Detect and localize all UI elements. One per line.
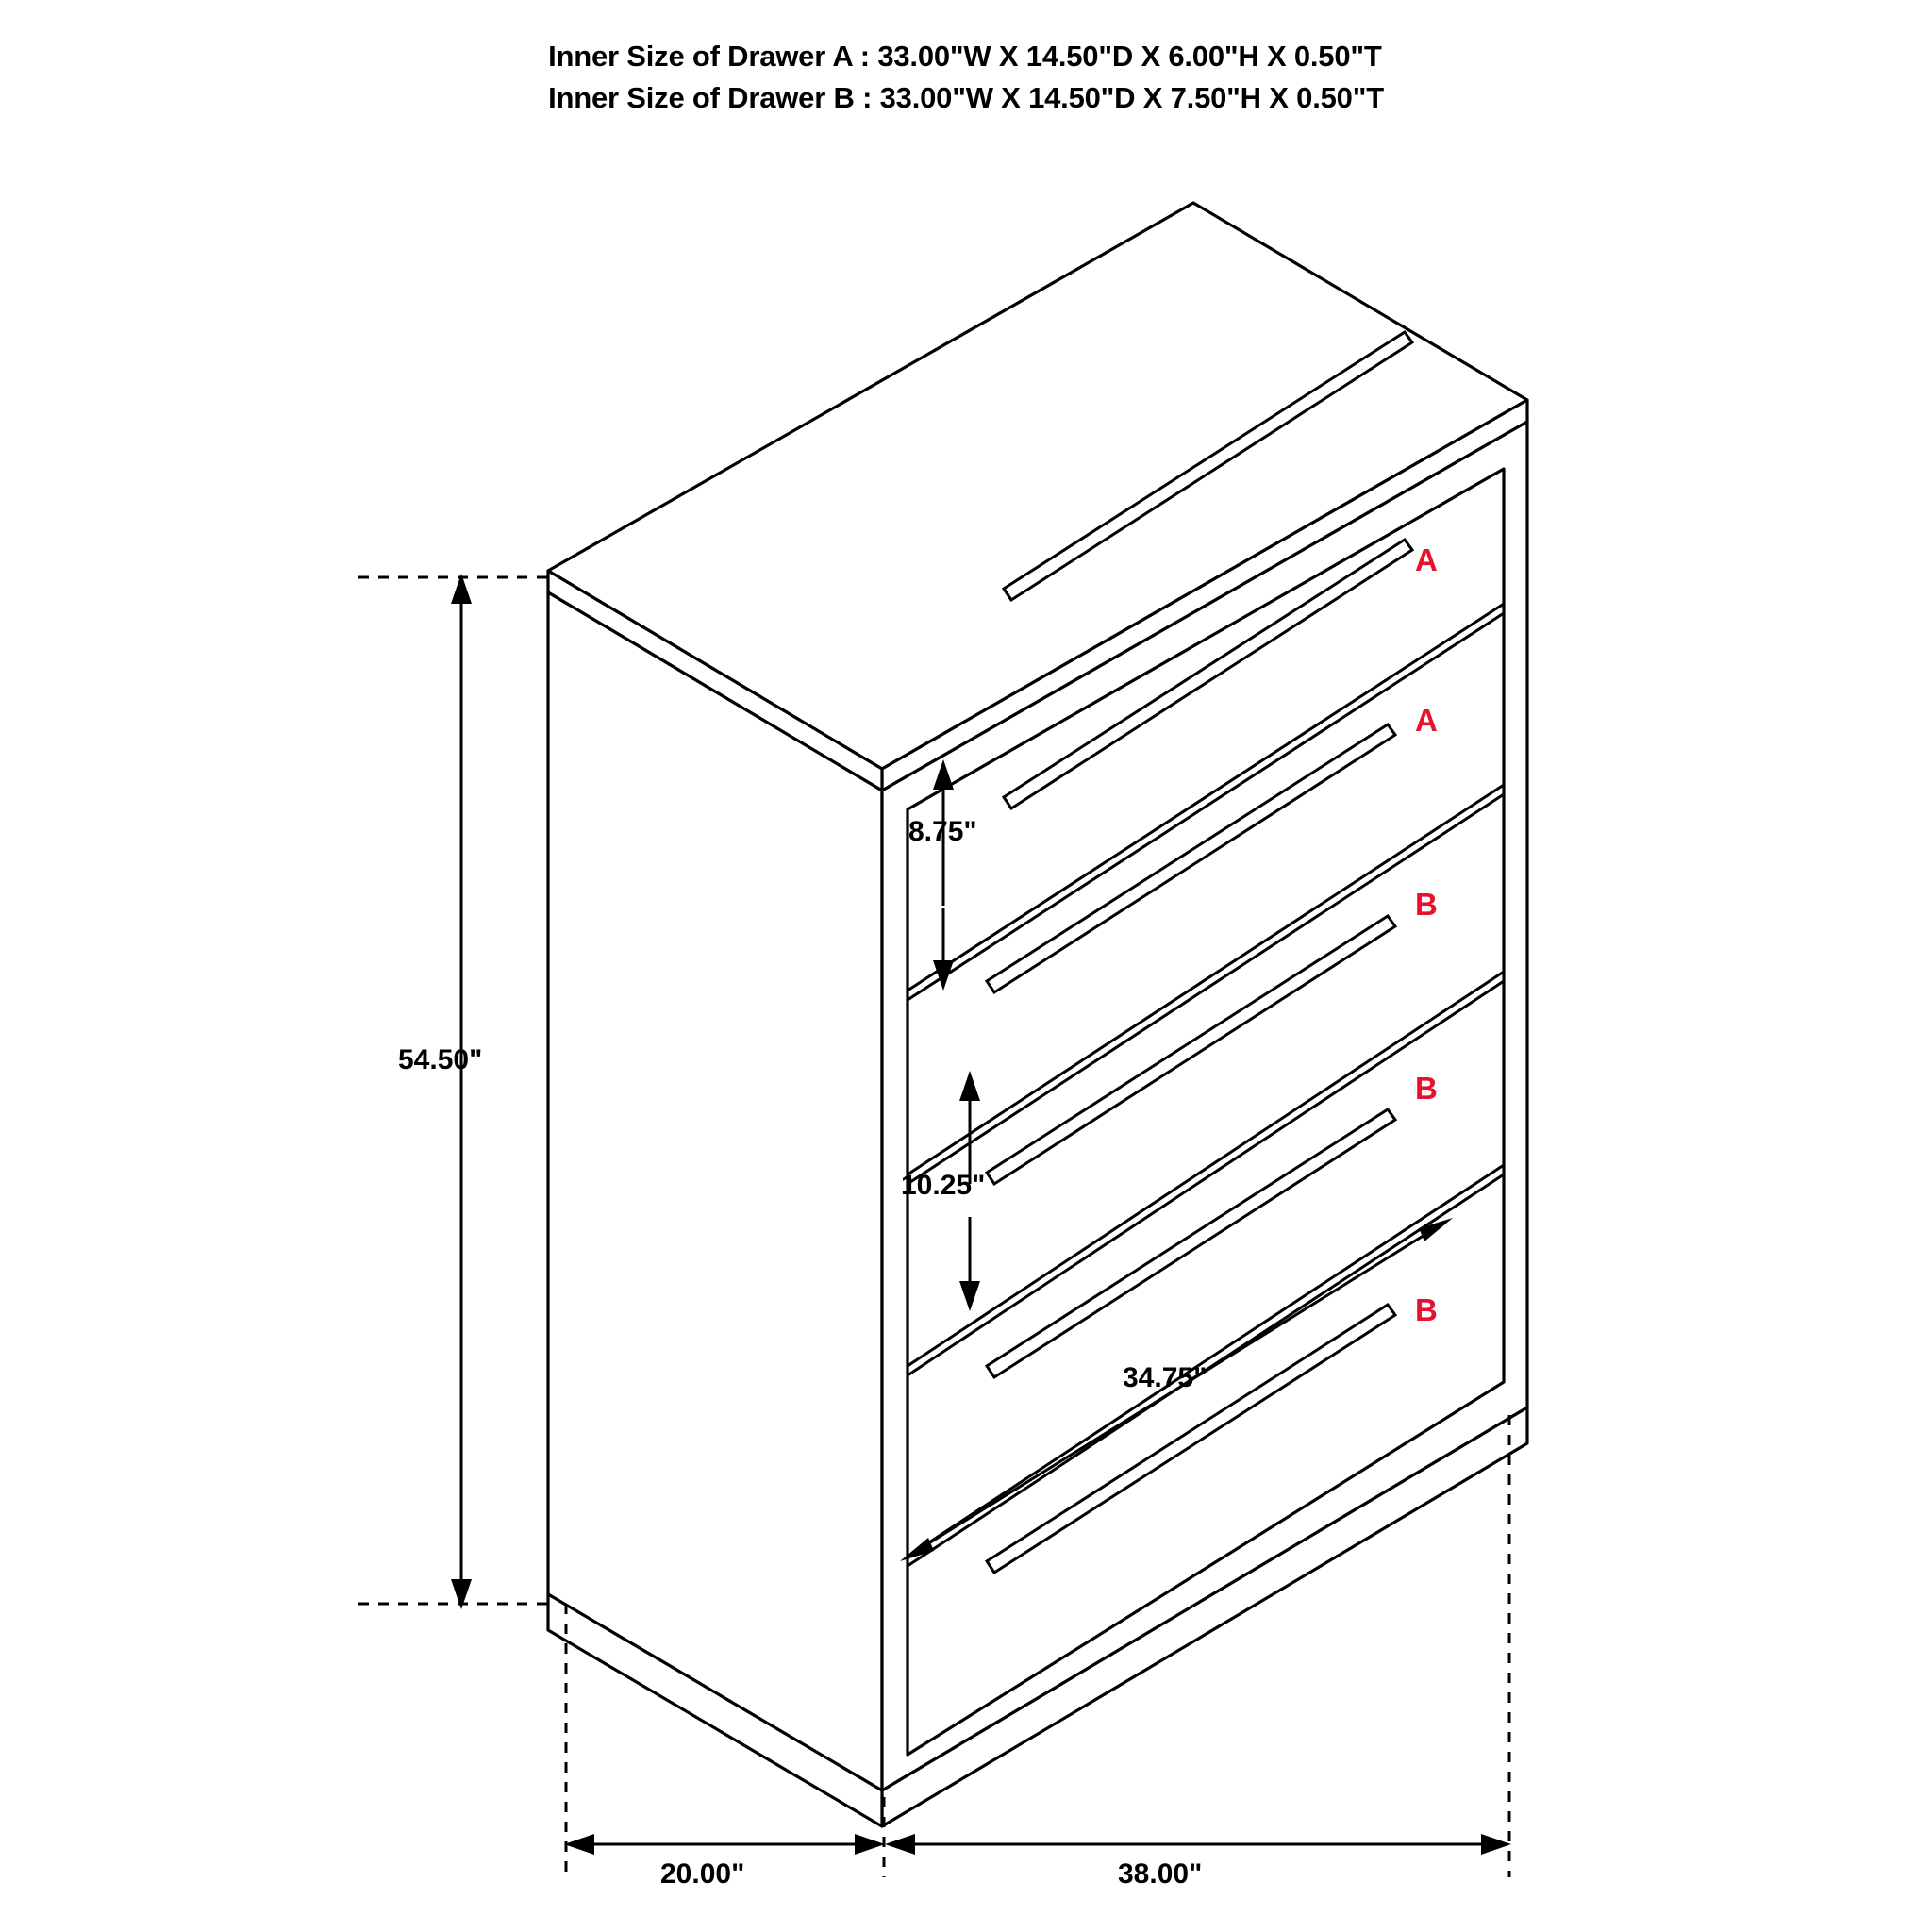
dimension-drawer-b-front-label: 10.25" xyxy=(901,1170,986,1201)
drawer-tag-3: B xyxy=(1415,887,1438,922)
drawer-a-inner-size-text: Inner Size of Drawer A : 33.00"W X 14.50"D X 6.00"H X 0.50"T xyxy=(548,40,1382,73)
height-arrow-top xyxy=(451,574,472,604)
drawer-tag-5: B xyxy=(1415,1292,1438,1327)
dimension-width-label: 38.00" xyxy=(1118,1858,1203,1890)
cabinet-body xyxy=(548,203,1527,1826)
height-dimension xyxy=(358,574,549,1609)
dimension-height-label: 54.50" xyxy=(398,1044,483,1075)
left-side-panel xyxy=(548,592,882,1790)
dimension-drawer-a-front-label: 8.75" xyxy=(908,816,977,847)
dimension-depth-label: 20.00" xyxy=(660,1858,745,1890)
dimension-front-width-label: 34.75" xyxy=(1123,1362,1208,1393)
drawer-b-inner-size-text: Inner Size of Drawer B : 33.00"W X 14.50"D X 7.50"H X 0.50"T xyxy=(548,81,1384,115)
drawer-tag-2: A xyxy=(1415,703,1438,738)
height-arrow-bottom xyxy=(451,1579,472,1609)
drawer-tag-4: B xyxy=(1415,1071,1438,1106)
drawer-tag-1: A xyxy=(1415,542,1438,577)
